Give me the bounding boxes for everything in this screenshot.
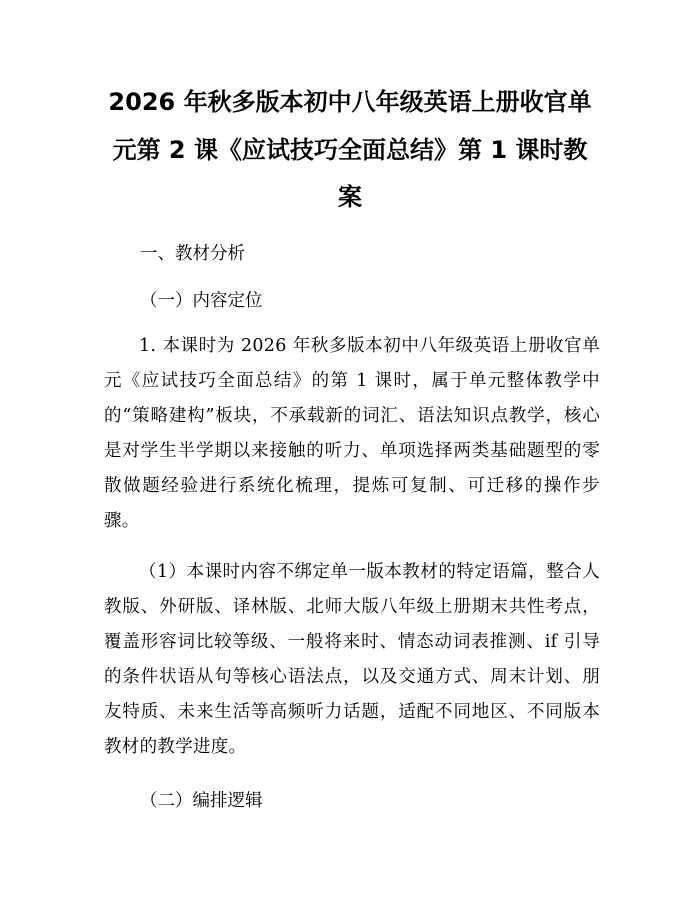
subsection-heading-arrangement-logic: （二）编排逻辑 — [140, 791, 263, 811]
paragraph-1: 1. 本课时为 2026 年秋多版本初中八年级英语上册收官单元《应试技巧全面总结》的第 1 课时，属于单元整体教学中的“策略建构”板块，不承载新的词汇、语法知识点教学，核心是对学生半学期以来接触的听力、单项选择两类基础题型的零散做题经验进行系统化梳理，提炼可复制、可迁移的操作步骤。 — [104, 336, 600, 531]
document-title-line-1: 2026 年秋多版本初中八年级英语上册收官单 — [108, 88, 592, 116]
paragraph-2: （1）本课时内容不绑定单一版本教材的特定语篇，整合人教版、外研版、译林版、北师大版八年级上册期末共性考点，覆盖形容词比较等级、一般将来时、情态动词表推测、if 引导的条件状语从句等核心语法点，以及交通方式、周末计划、朋友特质、未来生活等高频听力话题，适配不同地区、不同版本教材的教学进度。 — [104, 562, 600, 757]
section-heading-teaching-material-analysis: 一、教材分析 — [140, 244, 245, 264]
document-title-line-2: 元第 2 课《应试技巧全面总结》第 1 课时教 — [112, 136, 588, 164]
document-title-line-3: 案 — [338, 183, 362, 211]
subsection-heading-content-positioning: （一）内容定位 — [140, 291, 263, 311]
